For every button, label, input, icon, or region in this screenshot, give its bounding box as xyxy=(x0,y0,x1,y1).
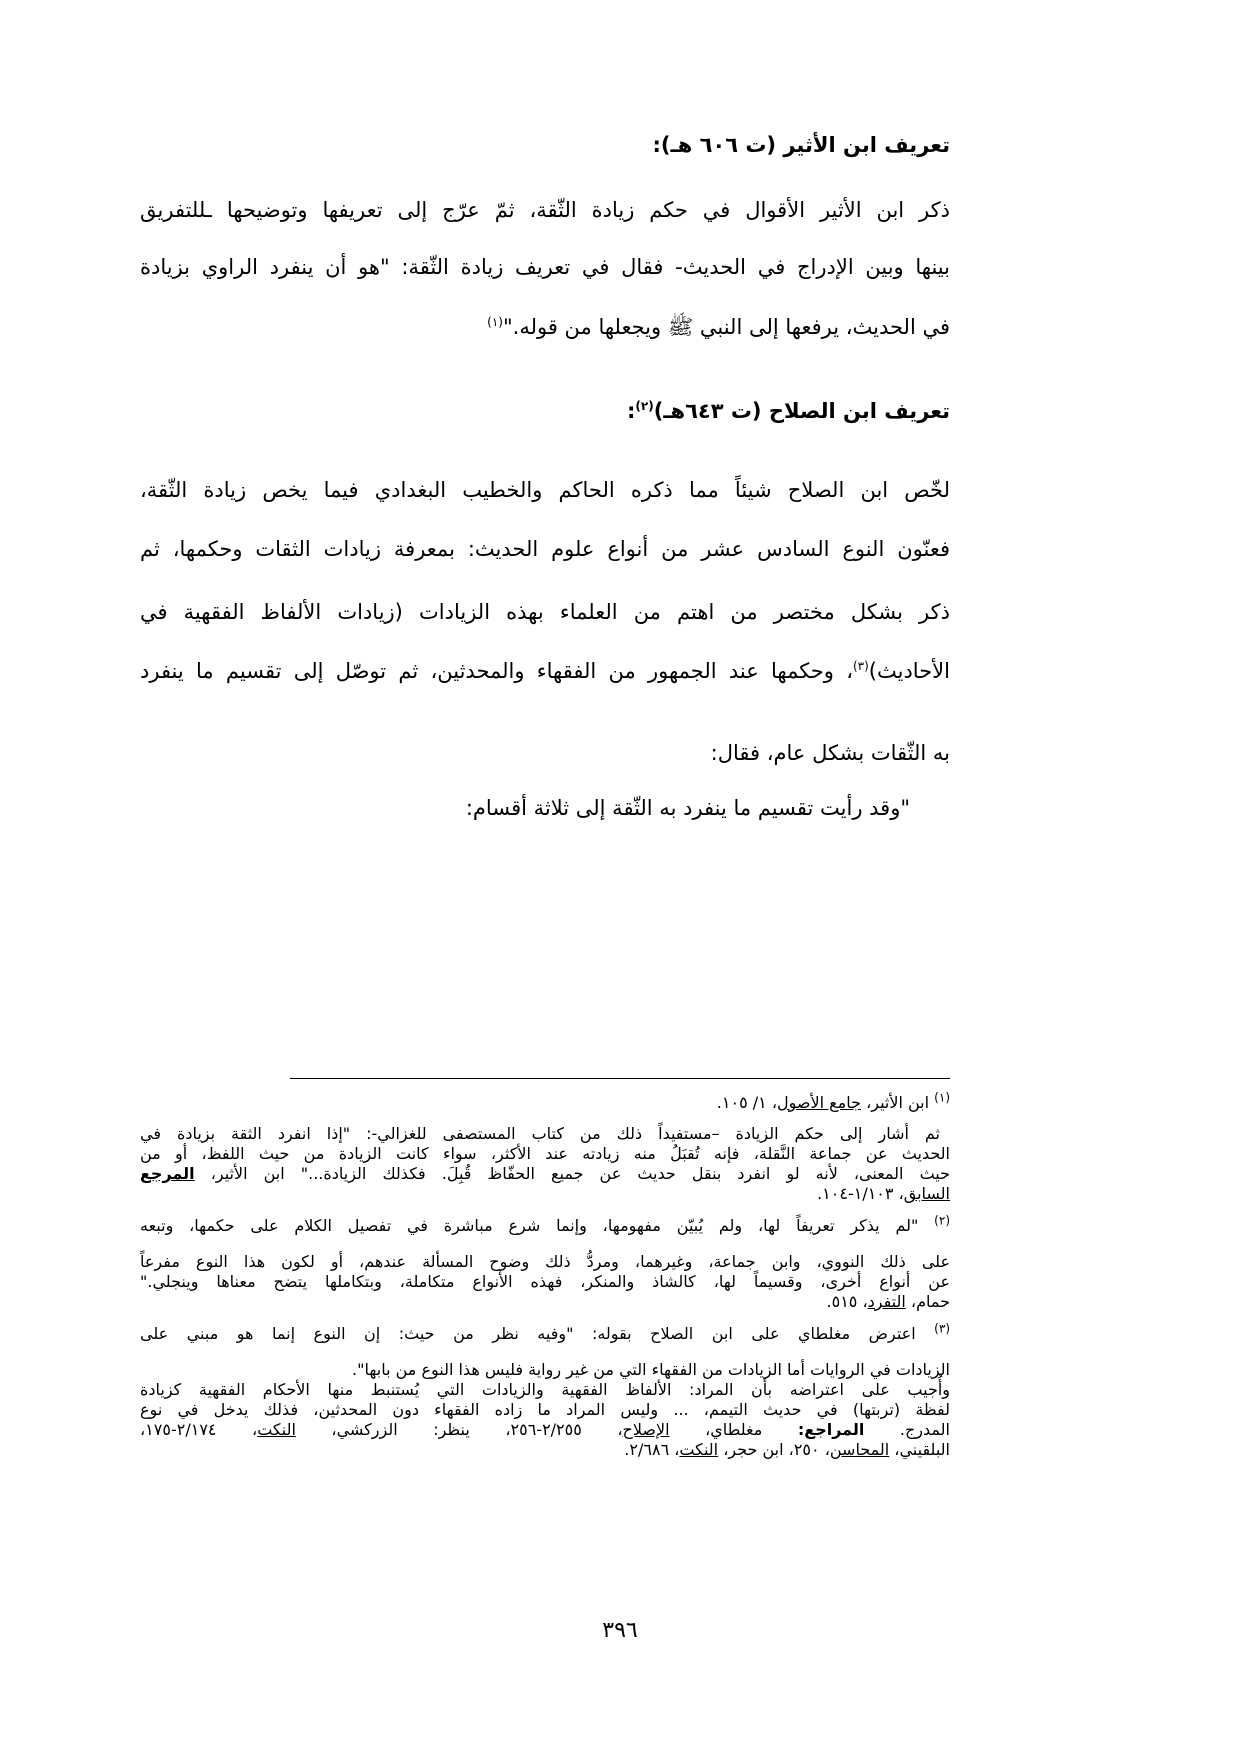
footnote-3-line: وأُجيب على اعتراضه بأن المراد: الألفاظ الفقهية والزيادات التي يُستنبط منها الأحكام الفقهية كزيادة xyxy=(140,1380,950,1399)
body-line: ذكر ابن الأثير الأقوال في حكم زيادة الثّقة، ثمّ عرّج إلى تعريفها وتوضيحها ـللتفريق xyxy=(140,198,950,222)
footnote-text: مغلطاي، xyxy=(669,1420,798,1439)
book-title: السابق xyxy=(903,1184,950,1203)
body-line xyxy=(140,656,950,686)
footnote-1-line: ثم أشار إلى حكم الزيادة –مستفيداً ذلك من كتاب المستصفى للغزالي-: "إذا انفرد الثقة بزيادة في xyxy=(140,1124,940,1143)
footnote-text: ، ١/ ١٠٥. xyxy=(716,1093,777,1112)
book-title: النكت xyxy=(679,1440,719,1459)
body-line-text: في الحديث، يرفعها إلى النبي ﷺ ويجعلها من قوله." xyxy=(502,315,950,339)
heading-colon: : xyxy=(627,399,636,423)
footnote-text: ، ٥١٥. xyxy=(826,1292,868,1311)
body-line: ذكر بشكل مختصر من اهتم من العلماء بهذه الزيادات (زيادات الألفاظ الفقهية في xyxy=(140,600,950,624)
footnote-2-line: على ذلك النووي، وابن جماعة، وغيرهما، ومردُّ ذلك وضوح المسألة عندهم، أو لكون هذا النوع مفرعاً xyxy=(140,1252,950,1271)
page-number: ٣٩٦ xyxy=(602,1618,638,1643)
footnote-3-line xyxy=(140,1420,950,1439)
footnote-mark: (١) xyxy=(934,1090,950,1105)
footnote-text: ، ٢٥٠، ابن حجر، xyxy=(718,1440,830,1459)
footnote-text: البلقيني، xyxy=(889,1440,950,1459)
body-line: به الثّقات بشكل عام، فقال: xyxy=(710,741,950,765)
book-title: النكت xyxy=(257,1420,296,1439)
references-label: المراجع: xyxy=(797,1420,865,1439)
heading-text: تعريف ابن الصلاح (ت ٦٤٣هـ) xyxy=(653,399,950,423)
body-line-text: ، وحكمها عند الجمهور من الفقهاء والمحدثين، ثم توصّل إلى تقسيم ما ينفرد xyxy=(140,659,853,683)
section-heading-ibn-al-athir: تعريف ابن الأثير (ت ٦٠٦ هـ): xyxy=(652,133,950,157)
footnote-text: ، ٢/٢٥٥-٢٥٦، ينظر: الزركشي، xyxy=(295,1420,623,1439)
footnote-ref: (٣) xyxy=(852,659,869,673)
section-heading-ibn-al-salah xyxy=(140,396,950,426)
footnote-text: ابن الأثير، xyxy=(860,1093,935,1112)
footnote-1-line xyxy=(140,1090,950,1112)
footnote-3-line: الزيادات في الروايات أما الزيادات من الفقهاء التي من غير رواية فليس هذا النوع من بابها". xyxy=(352,1360,950,1379)
footnote-2-line xyxy=(140,1292,950,1311)
body-line-text: الأحاديث) xyxy=(868,659,950,683)
footnote-text: ، ٢/١٧٤-١٧٥، xyxy=(140,1420,258,1439)
book-title: الإصلاح xyxy=(622,1420,670,1439)
footnote-text: اعترض مغلطاي على ابن الصلاح بقوله: "وفيه نظر من حيث: إن النوع إنما هو مبني على xyxy=(140,1324,935,1343)
footnote-2-line: عن أنواع أخرى، وقسيماً لها، كالشاذ والمنكر، فهذه الأنواع متكاملة، وبتكاملها يتضح معناها وينجلي." xyxy=(140,1272,950,1291)
footnote-1-line xyxy=(140,1184,950,1203)
footnote-text: "لم يذكر تعريفاً لها، ولم يُبيّن مفهومها، وإنما شرع مباشرة في تفصيل الكلام على حكمها، وتبعه xyxy=(140,1216,935,1235)
book-title: المرجع xyxy=(140,1164,195,1183)
body-line: لخّص ابن الصلاح شيئاً مما ذكره الحاكم والخطيب البغدادي فيما يخص زيادة الثّقة، xyxy=(140,478,950,502)
footnote-text: ، ٢/٦٨٦. xyxy=(624,1440,680,1459)
footnote-mark: (٣) xyxy=(934,1321,950,1336)
quote-line: "وقد رأيت تقسيم ما ينفرد به الثّقة إلى ثلاثة أقسام: xyxy=(465,796,910,820)
footnote-1-line xyxy=(140,1164,950,1183)
book-title: المحاسن xyxy=(829,1440,890,1459)
footnote-text: ، ١/١٠٣-١٠٤. xyxy=(817,1184,904,1203)
body-line: بينها وبين الإدراج في الحديث- فقال في تعريف زيادة الثّقة: "هو أن ينفرد الراوي بزيادة xyxy=(140,255,950,279)
footnote-text: حمام، xyxy=(905,1292,950,1311)
footnote-text: المدرج. xyxy=(864,1420,951,1439)
book-title: جامع الأصول xyxy=(777,1093,861,1112)
footnote-ref: (١) xyxy=(487,315,503,329)
footnote-2-line xyxy=(140,1213,950,1235)
footnote-ref: (٢) xyxy=(635,399,654,413)
footnote-3-line xyxy=(140,1440,950,1459)
body-line xyxy=(140,312,950,342)
footnote-text: حيث المعنى، لأنه لو انفرد بنقل حديث عن جميع الحفّاظ قُبِلَ. فكذلك الزيادة..." ابن الأثير، xyxy=(194,1164,950,1183)
footnote-3-line: لفظة (تربتها) في حديث التيمم، ... وليس المراد ما زاده الفقهاء دون المحدثين، فذلك يدخل في نوع xyxy=(140,1400,950,1419)
footnote-1-line: الحديث عن جماعة النَّقلة، فإنه تُقبَلُ منه زيادته عند الأكثر، سواء كانت الزيادة من حيث اللفظ، أو من xyxy=(140,1144,950,1163)
book-title: التفرد xyxy=(867,1292,906,1311)
footnote-separator xyxy=(290,1078,950,1079)
footnote-mark: (٢) xyxy=(934,1213,950,1228)
body-line: فعنّون النوع السادس عشر من أنواع علوم الحديث: بمعرفة زيادات الثقات وحكمها، ثم xyxy=(140,537,950,561)
footnote-3-line xyxy=(140,1321,950,1343)
